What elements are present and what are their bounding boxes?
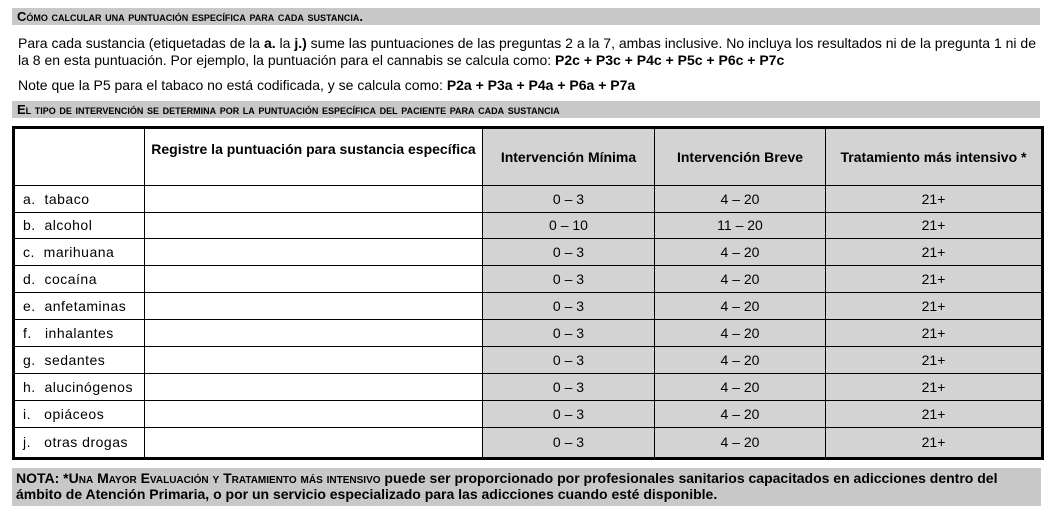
table-row (14, 427, 1043, 458)
score-input-cell[interactable] (145, 239, 483, 266)
brief-range: 11 – 20 (655, 212, 826, 239)
minimal-range: 0 – 10 (483, 212, 655, 239)
table-row (14, 239, 1043, 266)
nota-label: NOTA: * (16, 470, 69, 486)
intensive-range: 21+ (826, 373, 1043, 400)
brief-range: 4 – 20 (655, 400, 826, 427)
minimal-range: 0 – 3 (483, 346, 655, 373)
substance-name: c. marihuana (14, 239, 145, 266)
score-input-cell[interactable] (145, 346, 483, 373)
table-header-row (14, 128, 1043, 186)
score-input-cell[interactable] (145, 320, 483, 347)
section-heading-intervention (12, 101, 1040, 118)
table-row (14, 293, 1043, 320)
intensive-range: 21+ (826, 400, 1043, 427)
intensive-range: 21+ (826, 346, 1043, 373)
score-input-cell[interactable] (145, 293, 483, 320)
header-substance-blank (14, 128, 145, 186)
intensive-range: 21+ (826, 185, 1043, 212)
nota-emphasis: Una Mayor Evaluación y Tratamiento más intensivo (68, 470, 381, 486)
minimal-range: 0 – 3 (483, 373, 655, 400)
para-text: Note que la P5 para el tabaco no está codificada, y se calcula como: (18, 77, 447, 93)
instructions-paragraph (18, 35, 1043, 69)
minimal-range: 0 – 3 (483, 320, 655, 347)
table-row (14, 373, 1043, 400)
brief-range: 4 – 20 (655, 293, 826, 320)
score-input-cell[interactable] (145, 185, 483, 212)
intensive-range: 21+ (826, 427, 1043, 458)
para-text: Para cada sustancia (etiquetadas de la (18, 35, 264, 51)
para-text: la (275, 35, 295, 51)
tobacco-formula: P2a + P3a + P4a + P6a + P7a (446, 77, 636, 93)
substance-name: j. otras drogas (14, 427, 145, 458)
header-intensive-treatment: Tratamiento más intensivo * (826, 128, 1043, 186)
para-bold-a: a. (263, 35, 276, 51)
score-input-cell[interactable] (145, 373, 483, 400)
substance-name: h. alucinógenos (14, 373, 145, 400)
minimal-range: 0 – 3 (483, 400, 655, 427)
table-row (14, 400, 1043, 427)
intensive-range: 21+ (826, 212, 1043, 239)
substance-name: e. anfetaminas (14, 293, 145, 320)
substance-name: f. inhalantes (14, 320, 145, 347)
substance-name: a. tabaco (14, 185, 145, 212)
footnote-nota (12, 468, 1041, 506)
brief-range: 4 – 20 (655, 427, 826, 458)
substance-name: i. opiáceos (14, 400, 145, 427)
score-input-cell[interactable] (145, 400, 483, 427)
heading-text: Cómo calcular una puntuación específica para cada sustancia. (17, 9, 363, 24)
intensive-range: 21+ (826, 266, 1043, 293)
brief-range: 4 – 20 (655, 239, 826, 266)
tobacco-note-paragraph (18, 77, 1043, 94)
score-input-cell[interactable] (145, 212, 483, 239)
minimal-range: 0 – 3 (483, 293, 655, 320)
minimal-range: 0 – 3 (483, 239, 655, 266)
substance-name: b. alcohol (14, 212, 145, 239)
score-input-cell[interactable] (145, 266, 483, 293)
brief-range: 4 – 20 (655, 266, 826, 293)
cannabis-formula: P2c + P3c + P4c + P5c + P6c + P7c (555, 52, 785, 68)
table-row (14, 320, 1043, 347)
intensive-range: 21+ (826, 320, 1043, 347)
para-bold-j: j.) (294, 35, 307, 51)
minimal-range: 0 – 3 (483, 427, 655, 458)
substance-name: g. sedantes (14, 346, 145, 373)
para-text: sume las puntuaciones de las preguntas 2 a la 7, ambas inclusive. No incluya los resultados ni de la pregunta 1 ni de la 8 en esta puntuación. Por ejemplo, la puntuación para el cannabis se calcula como: (18, 35, 1036, 68)
intensive-range: 21+ (826, 239, 1043, 266)
header-minimal-intervention: Intervención Mínima (483, 128, 655, 186)
minimal-range: 0 – 3 (483, 266, 655, 293)
table-row (14, 346, 1043, 373)
header-brief-intervention: Intervención Breve (655, 128, 826, 186)
intervention-table (12, 126, 1044, 460)
table-row (14, 212, 1043, 239)
brief-range: 4 – 20 (655, 346, 826, 373)
substance-name: d. cocaína (14, 266, 145, 293)
minimal-range: 0 – 3 (483, 185, 655, 212)
score-input-cell[interactable] (145, 427, 483, 458)
brief-range: 4 – 20 (655, 185, 826, 212)
table-row (14, 185, 1043, 212)
heading-text: El tipo de intervención se determina por la puntuación específica del paciente para cada sustancia (17, 102, 560, 117)
brief-range: 4 – 20 (655, 320, 826, 347)
intensive-range: 21+ (826, 293, 1043, 320)
brief-range: 4 – 20 (655, 373, 826, 400)
section-heading-calculate (12, 8, 1040, 25)
header-register-score: Registre la puntuación para sustancia específica (145, 128, 483, 186)
nota-text: puede ser proporcionado por profesionales sanitarios capacitados en adicciones dentro del ámbito de Atención Primaria, o por un servicio especializado para las adicciones cuando esté disponible. (16, 470, 998, 502)
table-row (14, 266, 1043, 293)
